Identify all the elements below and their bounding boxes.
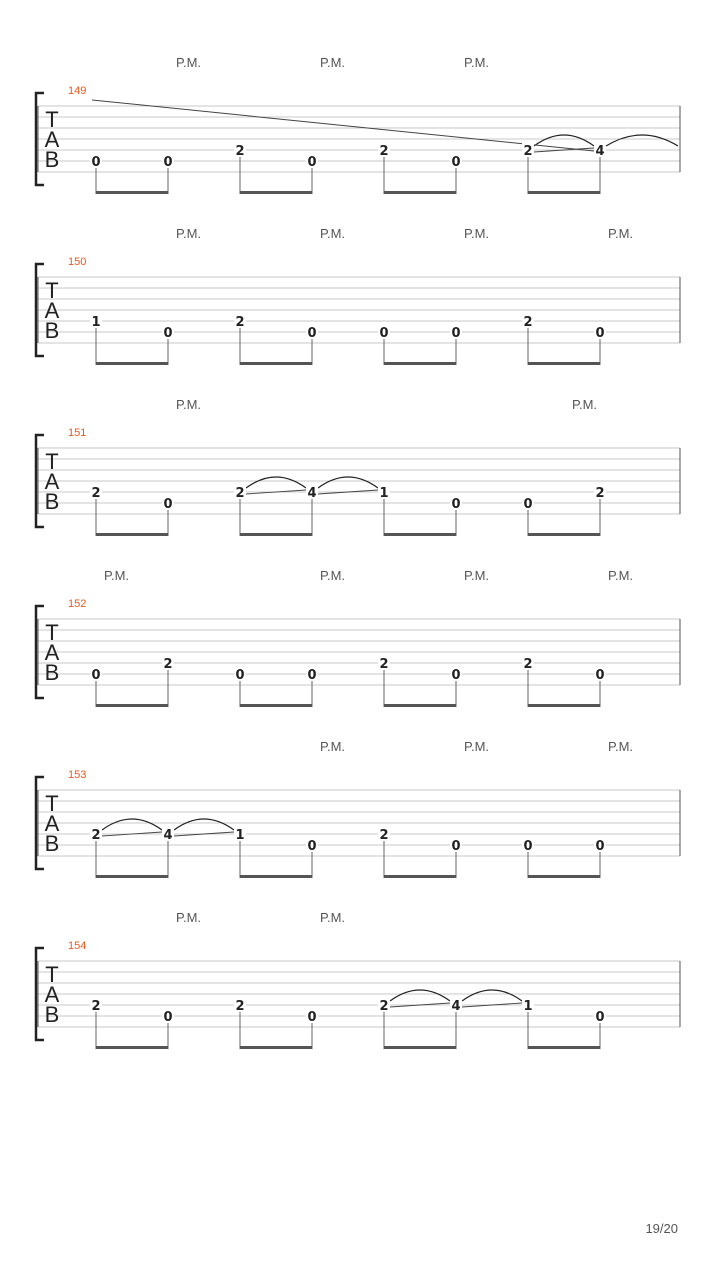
fret-number: 1 bbox=[523, 999, 533, 1014]
fret-number: 0 bbox=[307, 839, 317, 854]
palm-mute-label: P.M. bbox=[464, 568, 490, 583]
tab-clef-letter: B bbox=[44, 318, 60, 343]
fret-number: 0 bbox=[595, 326, 605, 341]
palm-mute-label: P.M. bbox=[320, 739, 346, 754]
measure-number: 151 bbox=[68, 427, 87, 439]
tab-clef-letter: B bbox=[44, 831, 60, 856]
fret-number: 2 bbox=[379, 828, 389, 843]
fret-number: 2 bbox=[235, 315, 245, 330]
fret-number: 0 bbox=[451, 839, 461, 854]
palm-mute-label: P.M. bbox=[320, 910, 346, 925]
tab-clef-letter: A bbox=[44, 640, 60, 665]
slur bbox=[606, 135, 678, 146]
palm-mute-label: P.M. bbox=[464, 226, 490, 241]
measure-number: 150 bbox=[68, 256, 87, 268]
slur bbox=[246, 477, 306, 488]
measure-number: 154 bbox=[68, 940, 87, 952]
tab-clef-letter: B bbox=[44, 489, 60, 514]
palm-mute-label: P.M. bbox=[572, 397, 598, 412]
fret-number: 2 bbox=[379, 657, 389, 672]
tab-clef-letter: B bbox=[44, 147, 60, 172]
fret-number: 0 bbox=[595, 1010, 605, 1025]
tab-clef-letter: A bbox=[44, 982, 60, 1007]
tab-clef-letter: T bbox=[45, 107, 59, 132]
fret-number: 2 bbox=[379, 144, 389, 159]
fret-number: 2 bbox=[523, 315, 533, 330]
fret-number: 0 bbox=[163, 326, 173, 341]
page-number: 19/20 bbox=[645, 1221, 678, 1236]
slur bbox=[102, 819, 162, 830]
palm-mute-label: P.M. bbox=[608, 568, 634, 583]
fret-number: 0 bbox=[379, 326, 389, 341]
fret-number: 4 bbox=[451, 999, 461, 1014]
slide-line bbox=[92, 100, 594, 151]
fret-number: 2 bbox=[91, 828, 101, 843]
fret-number: 2 bbox=[235, 144, 245, 159]
palm-mute-label: P.M. bbox=[464, 739, 490, 754]
tab-clef-letter: A bbox=[44, 298, 60, 323]
fret-number: 0 bbox=[307, 1010, 317, 1025]
fret-number: 0 bbox=[451, 155, 461, 170]
tab-clef-letter: T bbox=[45, 278, 59, 303]
palm-mute-label: P.M. bbox=[608, 226, 634, 241]
fret-number: 1 bbox=[379, 486, 389, 501]
palm-mute-label: P.M. bbox=[320, 55, 346, 70]
palm-mute-label: P.M. bbox=[320, 226, 346, 241]
fret-number: 0 bbox=[163, 1010, 173, 1025]
tab-clef-letter: T bbox=[45, 449, 59, 474]
fret-number: 0 bbox=[307, 155, 317, 170]
fret-number: 2 bbox=[91, 486, 101, 501]
tab-clef-letter: B bbox=[44, 1002, 60, 1027]
fret-number: 0 bbox=[163, 155, 173, 170]
slur bbox=[318, 477, 378, 488]
fret-number: 2 bbox=[595, 486, 605, 501]
fret-number: 0 bbox=[523, 839, 533, 854]
fret-number: 4 bbox=[595, 144, 605, 159]
tab-clef-letter: B bbox=[44, 660, 60, 685]
measure-number: 153 bbox=[68, 769, 87, 781]
palm-mute-label: P.M. bbox=[176, 55, 202, 70]
fret-number: 2 bbox=[235, 486, 245, 501]
palm-mute-label: P.M. bbox=[608, 739, 634, 754]
fret-number: 0 bbox=[523, 497, 533, 512]
slur bbox=[174, 819, 234, 830]
fret-number: 1 bbox=[91, 315, 101, 330]
fret-number: 0 bbox=[235, 668, 245, 683]
measure-number: 149 bbox=[68, 85, 87, 97]
palm-mute-label: P.M. bbox=[176, 910, 202, 925]
tab-clef-letter: A bbox=[44, 811, 60, 836]
slur bbox=[390, 990, 450, 1001]
fret-number: 1 bbox=[235, 828, 245, 843]
fret-number: 0 bbox=[595, 839, 605, 854]
fret-number: 0 bbox=[307, 326, 317, 341]
slur bbox=[462, 990, 522, 1001]
tab-clef-letter: T bbox=[45, 620, 59, 645]
fret-number: 0 bbox=[91, 155, 101, 170]
palm-mute-label: P.M. bbox=[464, 55, 490, 70]
fret-number: 0 bbox=[91, 668, 101, 683]
fret-number: 2 bbox=[163, 657, 173, 672]
fret-number: 0 bbox=[451, 668, 461, 683]
fret-number: 0 bbox=[163, 497, 173, 512]
fret-number: 4 bbox=[307, 486, 317, 501]
measure-number: 152 bbox=[68, 598, 87, 610]
tab-clef-letter: T bbox=[45, 791, 59, 816]
fret-number: 0 bbox=[595, 668, 605, 683]
fret-number: 0 bbox=[307, 668, 317, 683]
fret-number: 2 bbox=[379, 999, 389, 1014]
fret-number: 4 bbox=[163, 828, 173, 843]
palm-mute-label: P.M. bbox=[104, 568, 130, 583]
fret-number: 2 bbox=[523, 144, 533, 159]
tab-clef-letter: A bbox=[44, 469, 60, 494]
fret-number: 0 bbox=[451, 497, 461, 512]
palm-mute-label: P.M. bbox=[176, 226, 202, 241]
tab-clef-letter: T bbox=[45, 962, 59, 987]
tab-clef-letter: A bbox=[44, 127, 60, 152]
fret-number: 2 bbox=[91, 999, 101, 1014]
fret-number: 0 bbox=[451, 326, 461, 341]
palm-mute-label: P.M. bbox=[176, 397, 202, 412]
slur bbox=[534, 135, 594, 146]
fret-number: 2 bbox=[235, 999, 245, 1014]
fret-number: 2 bbox=[523, 657, 533, 672]
palm-mute-label: P.M. bbox=[320, 568, 346, 583]
